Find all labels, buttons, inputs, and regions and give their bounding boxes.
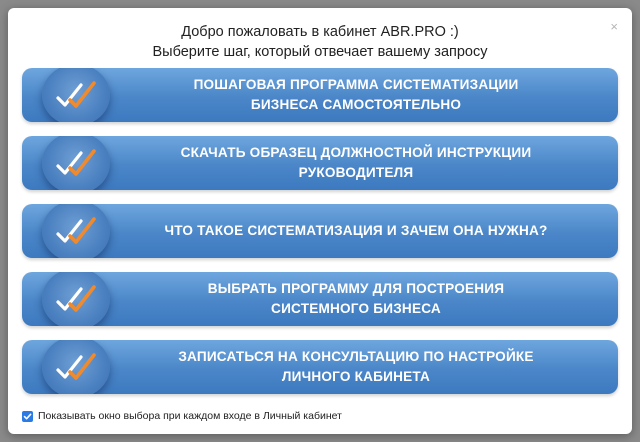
option-button-3[interactable] — [22, 204, 618, 258]
option-button-1[interactable] — [22, 68, 618, 122]
options-list — [22, 68, 618, 408]
modal-title: Добро пожаловать в кабинет ABR.PRO :) — [181, 24, 459, 40]
double-check-icon — [54, 213, 100, 249]
double-check-icon — [54, 77, 100, 113]
close-icon[interactable]: × — [610, 19, 618, 34]
double-check-icon — [54, 145, 100, 181]
option-button-4[interactable] — [22, 272, 618, 326]
show-on-login-setting — [22, 410, 342, 422]
double-check-icon — [54, 349, 100, 385]
option-label: ПОШАГОВАЯ ПРОГРАММА СИСТЕМАТИЗАЦИИ БИЗНЕСА САМОСТОЯТЕЛЬНО — [193, 77, 519, 112]
option-button-2[interactable] — [22, 136, 618, 190]
show-on-login-checkbox[interactable] — [22, 411, 33, 422]
option-label: ЧТО ТАКОЕ СИСТЕМАТИЗАЦИЯ И ЗАЧЕМ ОНА НУЖНА? — [164, 223, 548, 238]
modal-subtitle: Выберите шаг, который отвечает вашему запросу — [152, 44, 488, 60]
option-label: ВЫБРАТЬ ПРОГРАММУ ДЛЯ ПОСТРОЕНИЯ СИСТЕМНОГО БИЗНЕСА — [207, 281, 505, 316]
checkmark-icon — [23, 412, 32, 421]
double-check-icon — [54, 281, 100, 317]
show-on-login-label[interactable]: Показывать окно выбора при каждом входе в Личный кабинет — [38, 410, 342, 422]
modal-header — [8, 19, 632, 62]
option-button-5[interactable] — [22, 340, 618, 394]
option-label: СКАЧАТЬ ОБРАЗЕЦ ДОЛЖНОСТНОЙ ИНСТРУКЦИИ РУКОВОДИТЕЛЯ — [180, 145, 532, 180]
option-label: ЗАПИСАТЬСЯ НА КОНСУЛЬТАЦИЮ ПО НАСТРОЙКЕ ЛИЧНОГО КАБИНЕТА — [178, 349, 534, 384]
step-selection-modal — [8, 8, 632, 434]
